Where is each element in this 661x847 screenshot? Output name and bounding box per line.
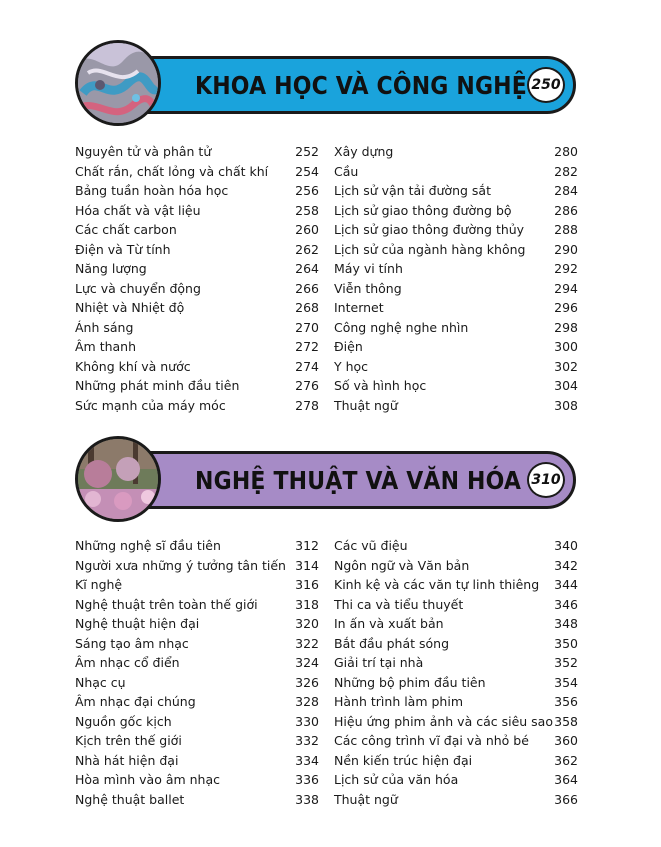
toc-entry	[334, 220, 578, 240]
toc-entry-title: Thuật ngữ	[334, 791, 398, 807]
toc-entry-title: Ngôn ngữ và Văn bản	[334, 557, 470, 573]
toc-entry-title: Kĩ nghệ	[75, 577, 123, 592]
toc-entry	[75, 318, 319, 338]
toc-entry-title: Những phát minh đầu tiên	[75, 378, 240, 393]
section-title: NGHỆ THUẬT VÀ VĂN HÓA	[195, 466, 522, 495]
toc-entry-title: Thuật ngữ	[334, 397, 398, 413]
toc-entry	[334, 731, 578, 751]
toc-entry-page: 334	[295, 752, 319, 768]
toc-entry-page: 286	[554, 202, 578, 218]
toc-entry-page: 300	[554, 339, 578, 354]
toc-column-left	[75, 142, 319, 415]
toc-entry-title: Điện và Từ tính	[75, 241, 171, 257]
toc-entry-title: Lịch sử của văn hóa	[334, 772, 459, 787]
toc-entry-title: Kịch trên thế giới	[75, 733, 182, 748]
toc-entry-title: Những bộ phim đầu tiên	[334, 674, 486, 690]
toc-entry	[75, 673, 319, 693]
toc-entry-title: Nhạc cụ	[75, 674, 126, 690]
toc-entry	[75, 595, 319, 615]
toc-entry-title: Xây dựng	[334, 144, 394, 159]
toc-entry-title: Nguyên tử và phân tử	[75, 144, 212, 159]
toc-column-right	[334, 536, 578, 809]
toc-entry-title: Những nghệ sĩ đầu tiên	[75, 538, 221, 553]
toc-entry	[75, 240, 319, 260]
toc-entry	[334, 181, 578, 201]
toc-entry-title: Viễn thông	[334, 280, 402, 296]
toc-entry-page: 356	[554, 694, 578, 709]
toc-entry-title: Nghệ thuật ballet	[75, 791, 185, 807]
toc-entry-page: 354	[554, 674, 578, 690]
toc-entry-title: Lịch sử của ngành hàng không	[334, 241, 526, 257]
toc-entry-page: 304	[554, 378, 578, 393]
toc-entry	[75, 220, 319, 240]
toc-entry	[75, 298, 319, 318]
toc-entry	[75, 692, 319, 712]
molecule-texture-image	[78, 43, 158, 123]
toc-entry	[334, 770, 578, 790]
section-page-badge: 310	[527, 462, 565, 498]
toc-entry	[334, 575, 578, 595]
toc-entry-page: 330	[295, 713, 319, 729]
toc-entry-page: 294	[554, 280, 578, 296]
toc-entry-page: 292	[554, 261, 578, 276]
toc-entry-title: Các chất carbon	[75, 222, 177, 237]
toc-entry	[75, 201, 319, 221]
toc-entry-page: 282	[554, 163, 578, 179]
toc-entry	[75, 396, 319, 416]
toc-entry	[75, 790, 319, 810]
toc-entry-page: 276	[295, 378, 319, 393]
toc-entry-title: Không khí và nước	[75, 358, 191, 374]
toc-entry	[75, 614, 319, 634]
toc-entry-title: Lịch sử vận tải đường sắt	[334, 183, 491, 198]
toc-entry-title: Nền kiến trúc hiện đại	[334, 752, 473, 768]
toc-entry-title: Năng lượng	[75, 261, 147, 276]
toc-entry	[334, 556, 578, 576]
toc-entry	[334, 614, 578, 634]
toc-entry-page: 312	[295, 538, 319, 553]
toc-entry-title: Hiệu ứng phim ảnh và các siêu sao	[334, 713, 553, 729]
toc-entry-page: 348	[554, 616, 578, 631]
toc-entry-page: 266	[295, 280, 319, 296]
toc-entry-title: Ánh sáng	[75, 319, 134, 335]
toc-entry-page: 308	[554, 397, 578, 413]
toc-entry-page: 326	[295, 674, 319, 690]
toc-entry	[75, 536, 319, 556]
toc-entry-page: 290	[554, 241, 578, 257]
toc-entry	[75, 712, 319, 732]
toc-entry-title: Lịch sử giao thông đường thủy	[334, 222, 525, 237]
toc-entry	[75, 653, 319, 673]
toc-entry	[334, 376, 578, 396]
toc-entry	[334, 298, 578, 318]
toc-entry-title: Thi ca và tiểu thuyết	[334, 596, 464, 612]
toc-entry-title: Các công trình vĩ đại và nhỏ bé	[334, 733, 529, 748]
toc-entry	[334, 712, 578, 732]
toc-entry	[75, 575, 319, 595]
toc-entry-title: Âm nhạc cổ điển	[75, 655, 180, 670]
toc-entry-page: 360	[554, 733, 578, 748]
toc-entry-title: Hòa mình vào âm nhạc	[75, 772, 221, 787]
toc-entry-page: 320	[295, 616, 319, 631]
toc-entry-title: Điện	[334, 339, 363, 354]
toc-entry-page: 340	[554, 538, 578, 553]
toc-entry-title: Nhiệt và Nhiệt độ	[75, 300, 185, 315]
toc-entry	[334, 259, 578, 279]
toc-entry-page: 346	[554, 596, 578, 612]
toc-entry-title: Nghệ thuật trên toàn thế giới	[75, 596, 258, 612]
toc-entry	[334, 318, 578, 338]
toc-entry-title: Giải trí tại nhà	[334, 655, 424, 670]
toc-entry-page: 272	[295, 339, 319, 354]
toc-entry	[334, 357, 578, 377]
toc-entry	[75, 376, 319, 396]
toc-entry	[334, 142, 578, 162]
toc-entry-title: Bắt đầu phát sóng	[334, 635, 450, 651]
toc-entry-page: 298	[554, 319, 578, 335]
toc-entry-page: 332	[295, 733, 319, 748]
toc-entry-page: 268	[295, 300, 319, 315]
toc-entry	[75, 181, 319, 201]
toc-entry-title: Chất rắn, chất lỏng và chất khí	[75, 163, 269, 179]
toc-entry	[334, 634, 578, 654]
toc-entry-title: Sáng tạo âm nhạc	[75, 635, 189, 651]
toc-entry-page: 358	[554, 713, 578, 729]
toc-entry-page: 362	[554, 752, 578, 768]
toc-entry	[75, 731, 319, 751]
toc-entry	[334, 201, 578, 221]
toc-entry-page: 350	[554, 635, 578, 651]
toc-entry-page: 274	[295, 358, 319, 374]
toc-column-left	[75, 536, 319, 809]
toc-entry	[75, 142, 319, 162]
toc-entry-page: 314	[295, 557, 319, 573]
toc-entry-title: Kinh kệ và các văn tự linh thiêng	[334, 577, 540, 592]
toc-entry-page: 280	[554, 144, 578, 159]
toc-entry-page: 344	[554, 577, 578, 592]
toc-entry-title: Hành trình làm phim	[334, 694, 463, 709]
toc-entry	[75, 337, 319, 357]
section-image	[75, 40, 161, 126]
section-banner	[140, 451, 576, 509]
toc-entry	[75, 770, 319, 790]
toc-entry	[75, 634, 319, 654]
toc-entry-title: Nhà hát hiện đại	[75, 752, 179, 768]
toc-entry-title: Âm nhạc đại chúng	[75, 694, 196, 709]
toc-entry	[334, 673, 578, 693]
toc-entry-title: Máy vi tính	[334, 261, 403, 276]
section-title: KHOA HỌC VÀ CÔNG NGHỆ	[195, 71, 527, 100]
toc-entry-page: 252	[295, 144, 319, 159]
toc-entry-title: Lịch sử giao thông đường bộ	[334, 202, 512, 218]
toc-column-right	[334, 142, 578, 415]
toc-entry-page: 328	[295, 694, 319, 709]
toc-entry-page: 296	[554, 300, 578, 315]
toc-entry	[334, 653, 578, 673]
toc-entry-title: Số và hình học	[334, 378, 427, 393]
toc-entry-page: 278	[295, 397, 319, 413]
toc-entry	[75, 259, 319, 279]
toc-entry-page: 338	[295, 791, 319, 807]
toc-entry-page: 324	[295, 655, 319, 670]
section-image	[75, 436, 161, 522]
toc-entry-page: 264	[295, 261, 319, 276]
section-banner	[140, 56, 576, 114]
toc-entry-page: 288	[554, 222, 578, 237]
toc-entry	[334, 337, 578, 357]
toc-entry-title: Internet	[334, 300, 384, 315]
toc-entry	[334, 279, 578, 299]
toc-entry	[334, 240, 578, 260]
toc-entry-page: 366	[554, 791, 578, 807]
toc-entry-title: In ấn và xuất bản	[334, 616, 444, 631]
toc-entry	[75, 279, 319, 299]
toc-entry-title: Người xưa những ý tưởng tân tiến	[75, 557, 286, 573]
toc-entry-title: Âm thanh	[75, 339, 137, 354]
toc-entry	[334, 790, 578, 810]
toc-entry-title: Sức mạnh của máy móc	[75, 397, 226, 413]
toc-entry-page: 256	[295, 183, 319, 198]
toc-entry-page: 364	[554, 772, 578, 787]
toc-entry-title: Cầu	[334, 163, 359, 179]
toc-entry-page: 254	[295, 163, 319, 179]
toc-entry-page: 302	[554, 358, 578, 374]
toc-entry-page: 352	[554, 655, 578, 670]
toc-entry-title: Các vũ điệu	[334, 538, 408, 553]
toc-entry-title: Hóa chất và vật liệu	[75, 202, 201, 218]
toc-entry	[75, 751, 319, 771]
toc-entry	[334, 536, 578, 556]
toc-entry	[334, 751, 578, 771]
toc-entry	[75, 556, 319, 576]
toc-entry-page: 262	[295, 241, 319, 257]
toc-entry-title: Lực và chuyển động	[75, 280, 201, 296]
toc-entry-page: 260	[295, 222, 319, 237]
toc-entry-page: 316	[295, 577, 319, 592]
toc-entry-page: 258	[295, 202, 319, 218]
toc-entry	[75, 357, 319, 377]
toc-entry-title: Nghệ thuật hiện đại	[75, 616, 200, 631]
toc-entry-page: 322	[295, 635, 319, 651]
toc-entry-title: Y học	[334, 358, 369, 374]
toc-entry	[334, 692, 578, 712]
toc-entry-page: 318	[295, 596, 319, 612]
toc-entry-title: Công nghệ nghe nhìn	[334, 319, 469, 335]
toc-entry-page: 270	[295, 319, 319, 335]
toc-entry-title: Nguồn gốc kịch	[75, 713, 172, 729]
toc-entry-page: 284	[554, 183, 578, 198]
toc-entry-page: 336	[295, 772, 319, 787]
toc-entry	[334, 162, 578, 182]
section-page-badge: 250	[527, 67, 565, 103]
toc-entry	[334, 396, 578, 416]
painting-garden-image	[78, 439, 158, 519]
toc-entry	[75, 162, 319, 182]
toc-entry	[334, 595, 578, 615]
toc-entry-page: 342	[554, 557, 578, 573]
toc-entry-title: Bảng tuần hoàn hóa học	[75, 183, 229, 198]
